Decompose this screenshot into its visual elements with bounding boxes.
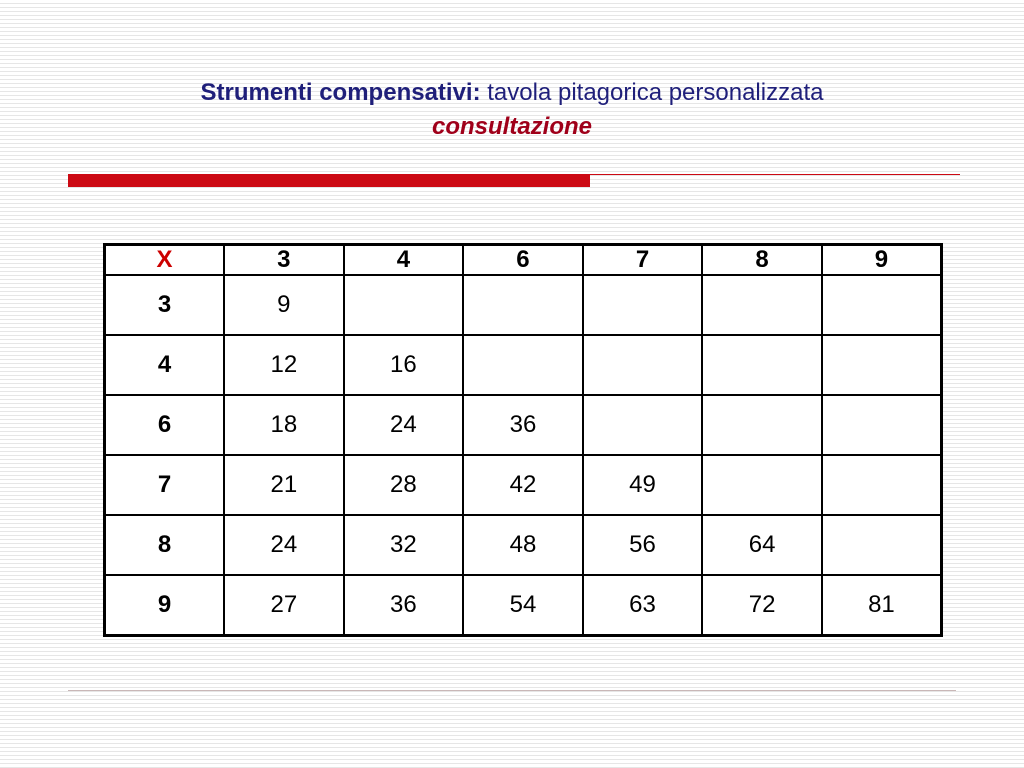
column-header: 9 [822,245,942,276]
table-cell [702,275,822,335]
table-row [105,395,942,455]
slide-subtitle: consultazione [431,113,593,140]
multiplication-table-container [103,243,943,637]
table-cell [822,275,942,335]
table-cell [702,395,822,455]
table-cell: 16 [344,335,464,395]
slide-title [0,76,1024,144]
column-header: 3 [224,245,344,276]
table-cell: 42 [463,455,583,515]
table-cell: 27 [224,575,344,636]
column-header: 8 [702,245,822,276]
table-cell: 64 [702,515,822,575]
table-row [105,515,942,575]
table-cell: 48 [463,515,583,575]
table-cell: 54 [463,575,583,636]
table-cell: 28 [344,455,464,515]
title-rest: tavola pitagorica personalizzata [480,79,824,106]
row-header: 4 [105,335,225,395]
table-cell [702,335,822,395]
multiplication-table [103,243,943,637]
table-cell: 18 [224,395,344,455]
row-header: 6 [105,395,225,455]
table-cell [463,275,583,335]
table-cell [822,455,942,515]
table-row [105,335,942,395]
table-cell [344,275,464,335]
table-cell [583,395,703,455]
table-cell: 81 [822,575,942,636]
table-row [105,575,942,636]
table-cell [822,335,942,395]
table-cell: 12 [224,335,344,395]
accent-line-thin [590,174,960,175]
corner-cell: X [105,245,225,276]
table-cell: 49 [583,455,703,515]
table-cell: 21 [224,455,344,515]
table-cell: 24 [344,395,464,455]
table-cell: 32 [344,515,464,575]
table-cell: 36 [463,395,583,455]
table-row [105,275,942,335]
table-cell [583,335,703,395]
table-cell: 9 [224,275,344,335]
column-header: 6 [463,245,583,276]
table-cell: 56 [583,515,703,575]
table-cell [822,515,942,575]
accent-bar-thick [68,174,590,187]
column-header: 4 [344,245,464,276]
table-row [105,455,942,515]
table-cell: 72 [702,575,822,636]
table-cell [702,455,822,515]
table-cell [583,275,703,335]
row-header: 8 [105,515,225,575]
row-header: 7 [105,455,225,515]
row-header: 3 [105,275,225,335]
table-cell: 36 [344,575,464,636]
title-bold: Strumenti compensativi: [200,79,481,106]
table-cell: 63 [583,575,703,636]
title-line [0,76,1024,110]
table-cell: 24 [224,515,344,575]
footer-divider [68,690,956,691]
table-cell [463,335,583,395]
row-header: 9 [105,575,225,636]
table-header-row [105,245,942,276]
table-cell [822,395,942,455]
column-header: 7 [583,245,703,276]
